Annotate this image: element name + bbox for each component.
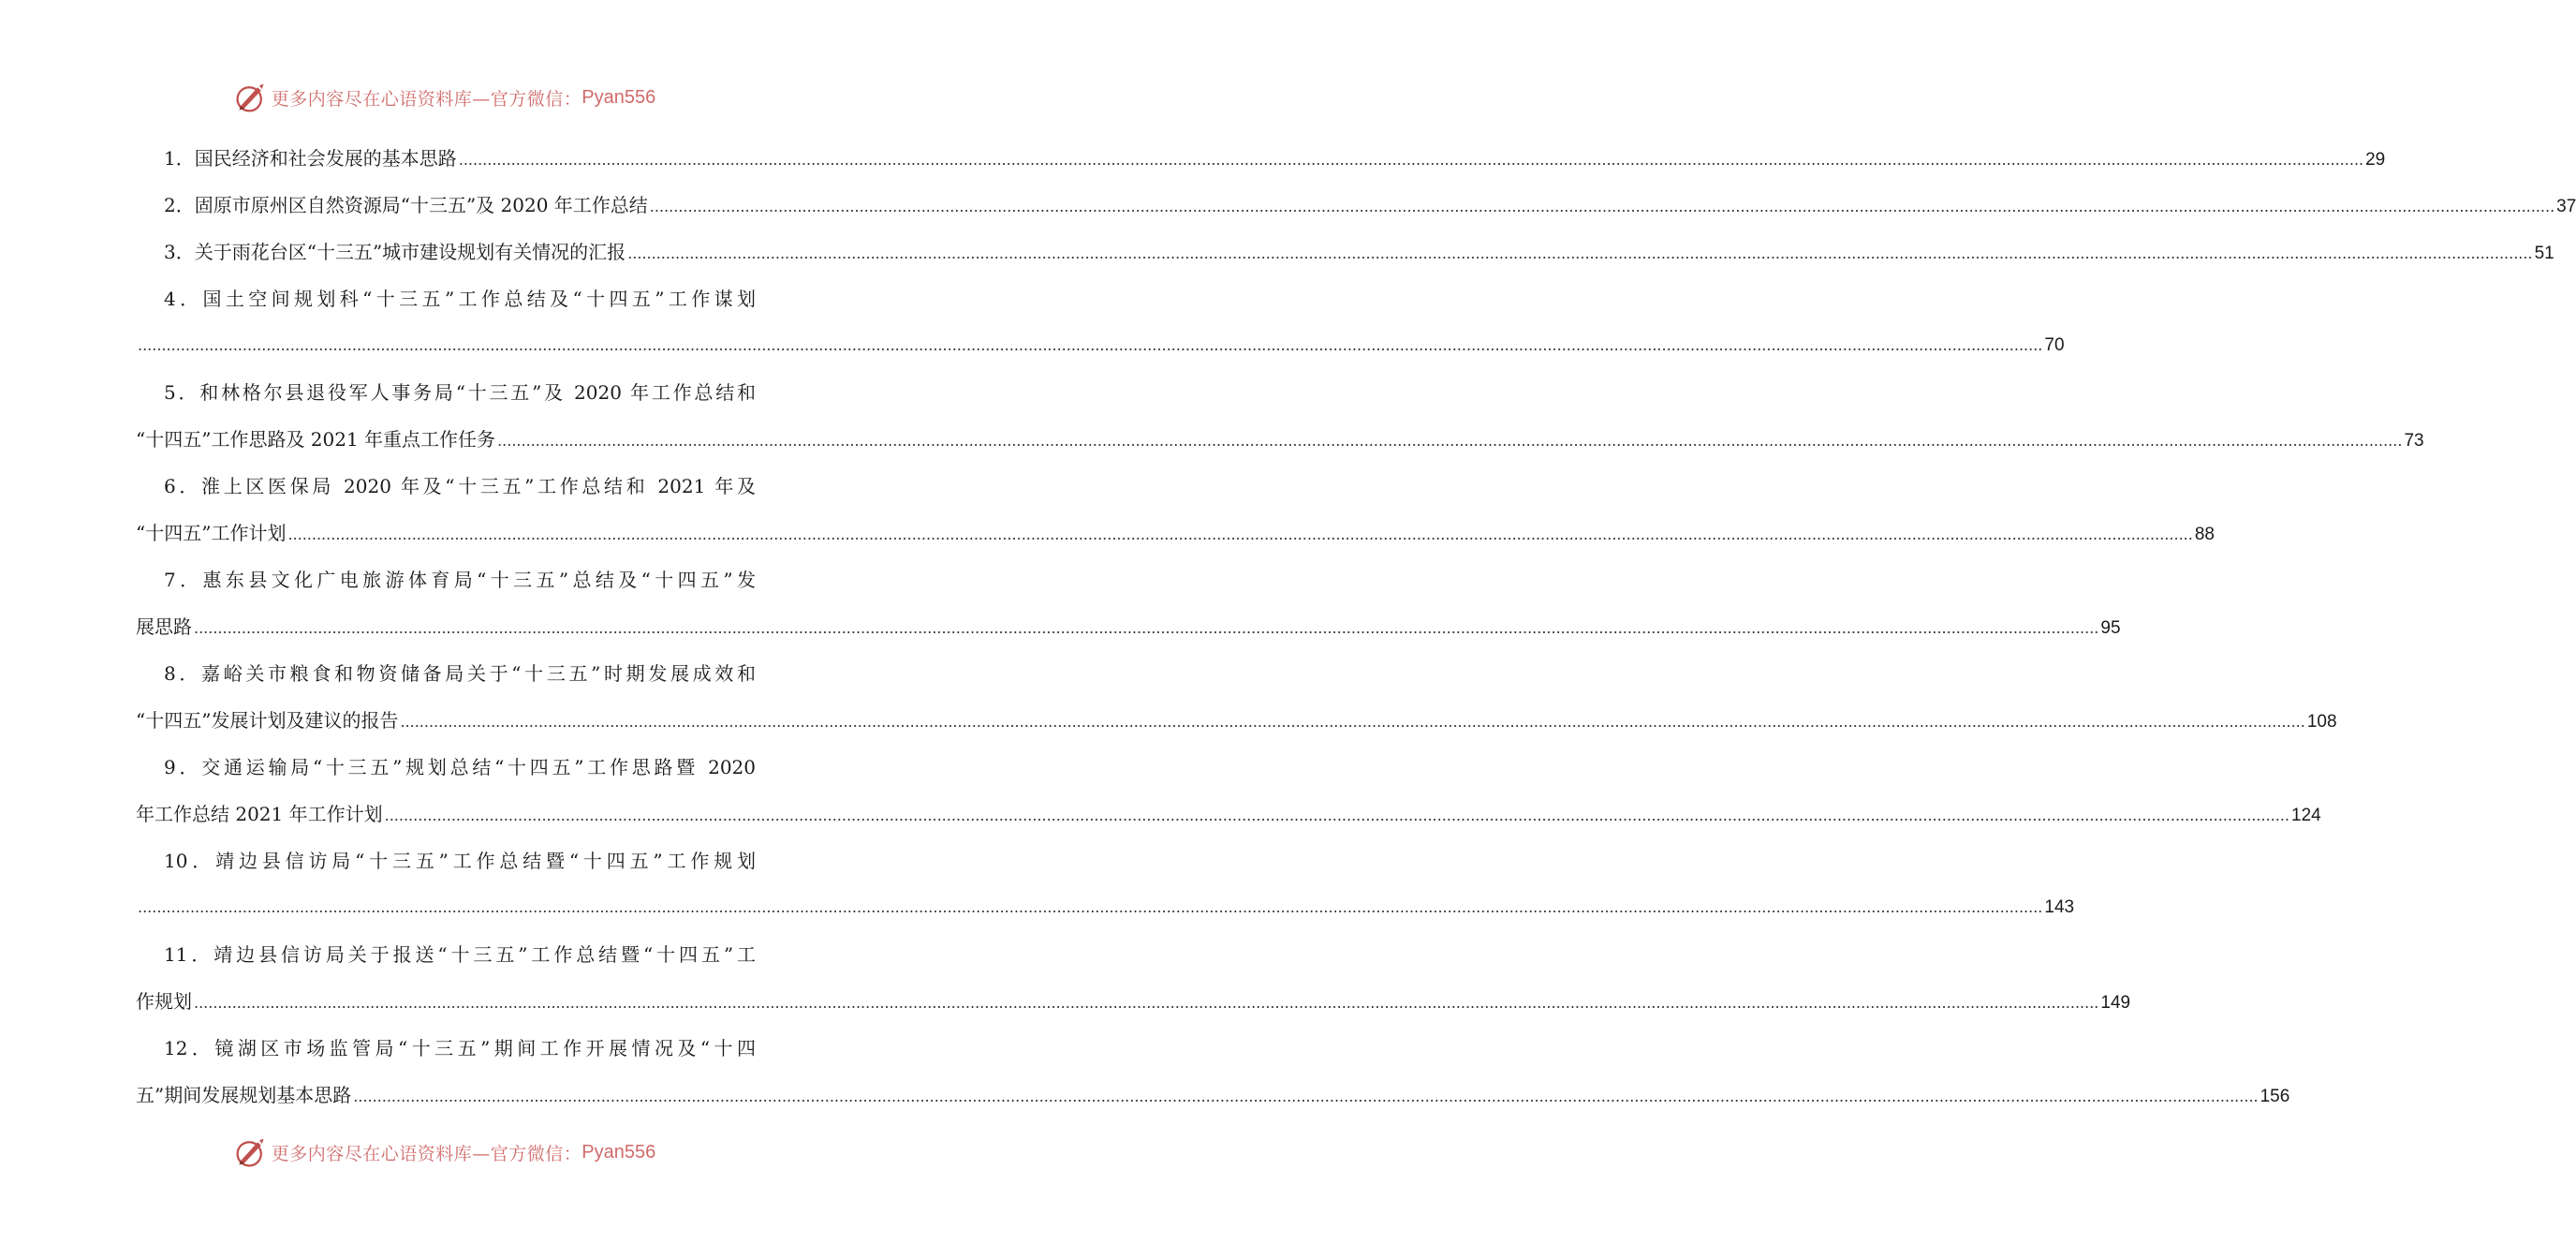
toc-entry-title: 4．国土空间规划科“十三五”工作总结及“十四五”工作谋划 <box>164 288 756 310</box>
pen-logo-icon <box>234 1135 268 1169</box>
toc-entry[interactable] <box>136 182 2576 229</box>
toc-entry[interactable] <box>136 931 2131 1025</box>
dot-leader: ................................................................................................................................................................................................................................................................................................................................................................................................................ <box>353 1088 2259 1105</box>
toc-entry[interactable] <box>136 556 2121 650</box>
toc-entry-line <box>136 650 756 697</box>
toc-entry-line <box>136 463 756 510</box>
banner-text: 更多内容尽在心语资料库—官方微信： <box>271 1143 582 1164</box>
toc-entry-title: 5．和林格尔县退役军人事务局“十三五”及 2020 年工作总结和 <box>164 381 756 404</box>
dot-leader: ................................................................................................................................................................................................................................................................................................................................................................................................................ <box>458 151 2364 169</box>
dot-leader: ................................................................................................................................................................................................................................................................................................................................................................................................................ <box>400 713 2305 731</box>
toc-entry-line <box>136 931 756 978</box>
toc-entry-line <box>136 275 756 322</box>
toc-page-number: 149 <box>2100 993 2131 1013</box>
toc-entry-line <box>136 1025 756 1072</box>
toc-entry-title: 五”期间发展规划基本思路 <box>136 1084 352 1106</box>
dot-leader: ................................................................................................................................................................................................................................................................................................................................................................................................................ <box>627 244 2533 262</box>
toc-entry-title: “十四五”发展计划及建议的报告 <box>136 709 399 732</box>
toc-entry-title: 9．交通运输局“十三五”规划总结“十四五”工作思路暨 2020 <box>164 756 756 778</box>
pen-logo-icon <box>234 81 268 114</box>
dot-leader: ................................................................................................................................................................................................................................................................................................................................................................................................................ <box>194 994 2099 1012</box>
toc-entry[interactable] <box>136 369 2424 463</box>
toc-page-number: 70 <box>2044 335 2065 355</box>
toc-entry-line <box>136 135 2386 182</box>
toc-entry-line <box>136 791 2321 837</box>
toc-entry-title: 年工作总结 2021 年工作计划 <box>136 803 383 825</box>
dot-leader: ................................................................................................................................................................................................................................................................................................................................................................................................................ <box>138 898 2043 916</box>
toc-page-number: 51 <box>2534 244 2554 263</box>
toc-entry-title: “十四五”工作思路及 2021 年重点工作任务 <box>136 428 496 451</box>
footer-watermark-banner <box>0 1133 890 1171</box>
dot-leader: ................................................................................................................................................................................................................................................................................................................................................................................................................ <box>287 526 2193 543</box>
toc-entry-title: 2．固原市原州区自然资源局“十三五”及 2020 年工作总结 <box>164 194 648 216</box>
toc-entry-line <box>136 556 756 603</box>
toc-entry[interactable] <box>136 229 2554 275</box>
toc-entry-line <box>136 182 2576 229</box>
dot-leader: ................................................................................................................................................................................................................................................................................................................................................................................................................ <box>194 619 2099 637</box>
toc-page-number: 108 <box>2306 712 2337 732</box>
toc-page-number: 95 <box>2100 618 2121 638</box>
banner-wechat-id: Pyan556 <box>581 86 656 108</box>
toc-entry[interactable] <box>136 837 2075 931</box>
header-watermark-banner <box>0 79 890 116</box>
dot-leader: ................................................................................................................................................................................................................................................................................................................................................................................................................ <box>649 198 2555 215</box>
toc-entry-line <box>136 416 2424 463</box>
toc-page-number: 143 <box>2044 897 2075 917</box>
toc-entry-title: 作规划 <box>136 990 192 1013</box>
toc-entry[interactable] <box>136 135 2386 182</box>
toc-entry-line <box>136 1072 2290 1118</box>
toc-entry-title: 7．惠东县文化广电旅游体育局“十三五”总结及“十四五”发 <box>164 569 756 591</box>
toc-entry-line <box>136 322 2065 369</box>
toc-entry-title: 展思路 <box>136 615 192 638</box>
toc-entry[interactable] <box>136 275 2065 369</box>
toc-page-number: 37 <box>2556 197 2576 216</box>
toc-entry-title: 1．国民经济和社会发展的基本思路 <box>164 147 457 170</box>
toc-entry-title: 8．嘉峪关市粮食和物资储备局关于“十三五”时期发展成效和 <box>164 662 756 685</box>
toc-entry-line <box>136 744 756 791</box>
toc-entry-line <box>136 697 2337 744</box>
toc-entry-line <box>136 369 756 416</box>
toc-page-number: 88 <box>2194 525 2215 544</box>
toc-entry-line <box>136 229 2554 275</box>
toc-entry-line <box>136 837 756 884</box>
toc-entry-line <box>136 603 2121 650</box>
dot-leader: ................................................................................................................................................................................................................................................................................................................................................................................................................ <box>497 432 2403 450</box>
dot-leader: ................................................................................................................................................................................................................................................................................................................................................................................................................ <box>138 336 2043 354</box>
toc-entry-line <box>136 978 2131 1025</box>
toc-entry[interactable] <box>136 463 2215 556</box>
toc-entry[interactable] <box>136 744 2321 837</box>
toc-entry-title: 11．靖边县信访局关于报送“十三五”工作总结暨“十四五”工 <box>164 943 756 966</box>
toc-entry-line <box>136 510 2215 556</box>
toc-entry-title: 10．靖边县信访局“十三五”工作总结暨“十四五”工作规划 <box>164 850 756 872</box>
toc-page-number: 124 <box>2291 806 2321 825</box>
toc-page-number: 156 <box>2260 1087 2290 1106</box>
toc-entry-line <box>136 884 2075 931</box>
dot-leader: ................................................................................................................................................................................................................................................................................................................................................................................................................ <box>384 807 2289 824</box>
toc-entry-title: “十四五”工作计划 <box>136 522 287 544</box>
banner-text: 更多内容尽在心语资料库—官方微信： <box>271 88 582 110</box>
toc-page-number: 73 <box>2404 431 2424 451</box>
toc-entry-title: 6．淮上区医保局 2020 年及“十三五”工作总结和 2021 年及 <box>164 475 756 497</box>
toc-page-number: 29 <box>2365 150 2386 170</box>
table-of-contents <box>136 135 2576 1118</box>
toc-entry[interactable] <box>136 1025 2290 1118</box>
toc-entry[interactable] <box>136 650 2337 744</box>
banner-wechat-id: Pyan556 <box>581 1141 656 1163</box>
toc-entry-title: 12．镜湖区市场监管局“十三五”期间工作开展情况及“十四 <box>164 1037 756 1059</box>
toc-entry-title: 3．关于雨花台区“十三五”城市建设规划有关情况的汇报 <box>164 241 626 263</box>
